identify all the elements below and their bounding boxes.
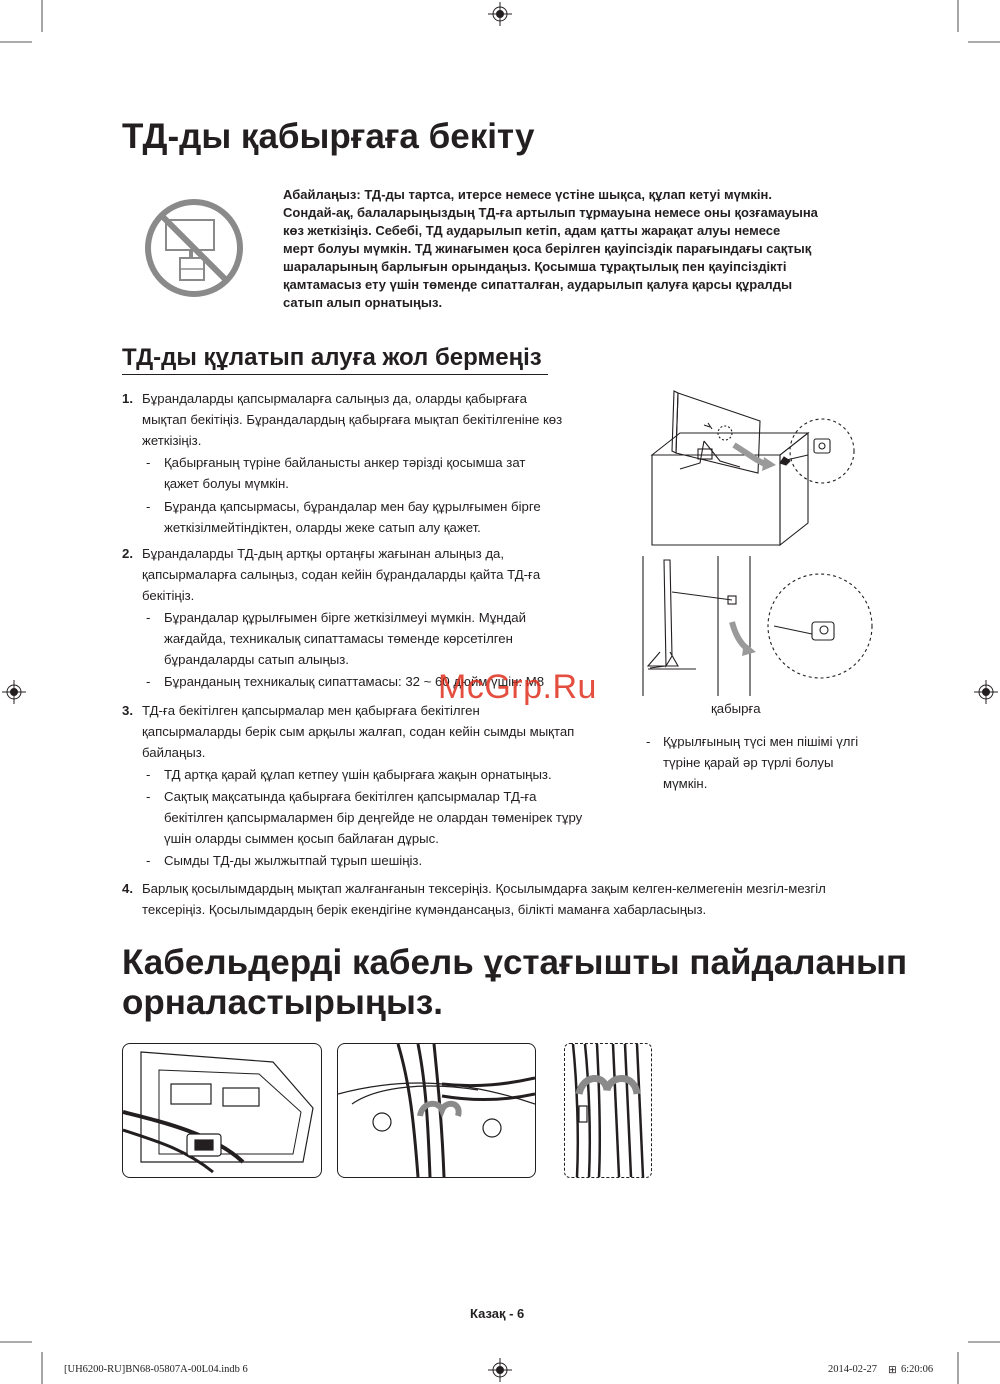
step-3: 3. ТД-ға бекітілген қапсырмалар мен қабырғаға бекітілген қапсырмаларды берік сым арқылы жалғап, содан кейін сымды мықтап байлаңыз. - ТД артқа қарай құлап кетпеу үшін қабырғаға жақын орнатыңыз. - Сақтық мақсатында қабырғаға бекітілген қапсырмалар ТД-ға бекітілген қапсырмалармен бір деңгейде не олардан төменірек тұру үшін оларды сыммен қосып байлаған дұрыс. - Сымды ТД-ды жылжытпай тұрып шешіңіз. <box>122 701 632 871</box>
registration-mark-right <box>974 680 998 704</box>
watermark: McGrp.Ru <box>438 668 597 706</box>
side-note: - Құрылғының түсі мен пішімі үлгі түріне қарай әр түрлі болуы мүмкін. <box>646 734 859 791</box>
footer-date: 2014-02-27 <box>828 1364 877 1375</box>
step-2: 2. Бұрандаларды ТД-дың артқы ортаңғы жағынан алыңыз да, қапсырмаларға салыңыз, содан кейін бұрандаларды қайта ТД-ға бекітіңіз. - Бұрандалар құрылғымен бірге жеткізілмеуі мүмкін. Мұндай жағдайда, техникалық сипаттамасы төменде көрсетілген бұрандаларды сатып алыңыз. - Бұранданың техникалық сипаттамасы: 32 ~ 60 дюйм үшін: M8 <box>122 544 622 693</box>
step-1-note: - Қабырғаның түріне байланысты анкер тәрізді қосымша зат қажет болуы мүмкін. <box>146 455 526 492</box>
step-4: 4. Барлық қосылымдардың мықтап жалғанғанын тексеріңіз. Қосылымдарға зақым келген-келмегенін мезгіл-мезгіл тексеріңіз. Қосылымдардың берік екендігіне күмәндансаңыз, білікті маманға хабарласыңыз. <box>122 881 826 917</box>
step-number: 2. <box>122 546 133 561</box>
wall-label: қабырға <box>711 701 761 716</box>
step-number: 4. <box>122 881 133 896</box>
cable-holder-image-3 <box>564 1043 652 1178</box>
section-title-wall-mount: ТД-ды қабырғаға бекіту <box>122 117 535 156</box>
step-number: 3. <box>122 703 133 718</box>
step-3-note: - Сымды ТД-ды жылжытпай тұрып шешіңіз. <box>146 852 423 868</box>
section-title-cable-holder: Кабельдерді кабель ұстағышты пайдаланып орналастырыңыз. <box>122 943 908 1022</box>
step-3-note: - ТД артқа қарай құлап кетпеу үшін қабырғаға жақын орнатыңыз. <box>146 767 552 783</box>
step-2-note: - Бұранданың техникалық сипаттамасы: 32 ~ 60 дюйм үшін: M8 <box>146 673 545 689</box>
cable-holder-image-2 <box>337 1043 536 1178</box>
footer-time: 6:20:06 <box>901 1364 934 1375</box>
registration-mark-left <box>2 680 26 704</box>
step-2-note: - Бұрандалар құрылғымен бірге жеткізілмеуі мүмкін. Мұндай жағдайда, техникалық сипаттамасы төменде көрсетілген бұрандаларды сатып алыңыз. <box>146 610 526 667</box>
page-number: Казақ - 6 <box>470 1306 525 1321</box>
tv-on-stand-bracket-illustration <box>640 385 880 555</box>
cable-holder-image-1 <box>122 1043 322 1178</box>
section-title-underline <box>122 374 548 375</box>
registration-mark-top <box>488 2 512 26</box>
tip-over-warning: Абайлаңыз: ТД-ды тартса, итерсе немесе үстіне шықса, құлап кетуі мүмкін. Сондай-ақ, балаларыңыздың ТД-ға артылып тұрмауына немесе оны қозғамауына көз жеткізіңіз. Себебі, ТД аударылып кетіп, адам қатты жарақат алуы немесе мерт болуы мүмкін. ТД жинағымен қоса берілген қауіпсіздік парағындағы сақтық шараларының барлығын орындаңыз. Қосымша тұрақтылық пен қауіпсіздікті қамтамасыз ету үшін төменде сипатталған, аударылып қалуға қарсы құралды сатып алып орнатыңыз. <box>283 187 818 310</box>
tv-wall-side-view-illustration <box>640 556 880 706</box>
step-3-note: - Сақтық мақсатында қабырғаға бекітілген қапсырмалар ТД-ға бекітілген қапсырмалармен бір деңгейде не олардан төменірек тұру үшін оларды сыммен қосып байлаған дұрыс. <box>146 789 583 846</box>
step-1-note: - Бұранда қапсырмасы, бұрандалар мен бау құрылғымен бірге жеткізілмейтіндіктен, оларды жеке сатып алу қажет. <box>146 498 541 535</box>
registration-mark-bottom <box>488 1358 512 1382</box>
footer-file-name: [UH6200-RU]BN68-05807A-00L04.indb 6 <box>64 1364 248 1375</box>
step-1: 1. Бұрандаларды қапсырмаларға салыңыз да, оларды қабырғаға мықтап бекітіңіз. Бұрандалардың қабырғаға мықтап бекітілгеніне көз жеткізіңіз. - Қабырғаның түріне байланысты анкер тәрізді қосымша зат қажет болуы мүмкін. - Бұранда қапсырмасы, бұрандалар мен бау құрылғымен бірге жеткізілмейтіндіктен, оларды жеке сатып алу қажет. <box>122 389 622 539</box>
no-climbing-warning-icon <box>144 198 244 298</box>
clock-icon: ⊞ <box>888 1365 897 1376</box>
step-number: 1. <box>122 391 133 406</box>
section-title-prevent-falling: ТД-ды құлатып алуға жол бермеңіз <box>122 344 542 371</box>
